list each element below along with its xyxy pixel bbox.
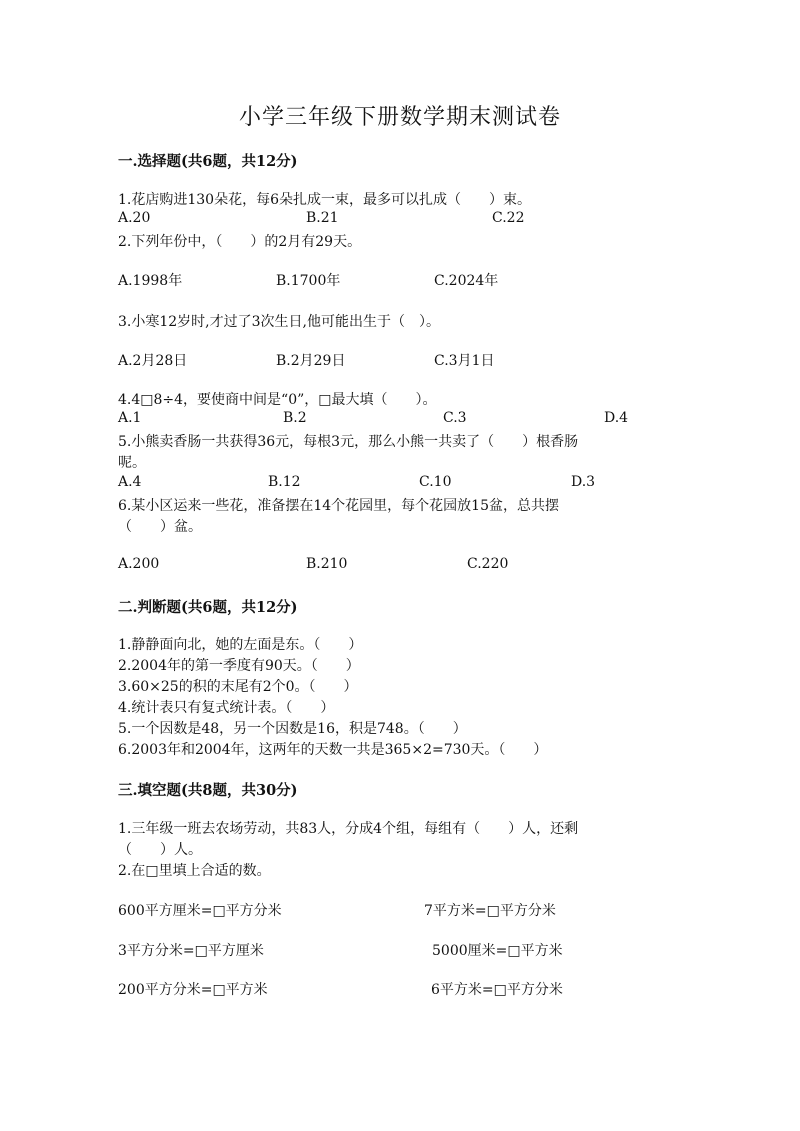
question-text: 4.4□8÷4，要使商中间是“0”，□最大填（ ）。 [118, 392, 437, 408]
conversion-item: 6平方米=□平方分米 [431, 982, 563, 998]
question-text: 2.2004年的第一季度有90天。（ ） [118, 658, 360, 674]
conversion-item: 7平方米=□平方分米 [424, 903, 556, 919]
question-text: 3.60×25的积的末尾有2个0。（ ） [118, 679, 358, 695]
option: D.4 [604, 410, 629, 426]
option: A.4 [118, 474, 142, 490]
conversion-item: 200平方分米=□平方米 [118, 982, 268, 998]
option: A.20 [118, 210, 151, 226]
section-heading-judgement: 二.判断题(共6题，共12分) [118, 599, 298, 616]
option: B.2 [283, 410, 307, 426]
question-text: 1.三年级一班去农场劳动，共83人，分成4个组，每组有（ ）人，还剩 [118, 821, 579, 837]
question-text: 3.小寒12岁时,才过了3次生日,他可能出生于（ ）。 [118, 314, 440, 330]
question-text-continued: 呢。 [118, 455, 146, 471]
option: B.1700年 [276, 273, 341, 289]
section-heading-fill-in: 三.填空题(共8题，共30分) [118, 782, 298, 799]
conversion-item: 5000厘米=□平方米 [432, 943, 563, 959]
option: B.21 [306, 210, 339, 226]
option: B.12 [268, 474, 301, 490]
question-text-continued: （ ）人。 [118, 842, 202, 858]
conversion-item: 3平方分米=□平方厘米 [118, 943, 264, 959]
question-text-continued: （ ）盆。 [118, 519, 202, 535]
question-text: 6.某小区运来一些花，准备摆在14个花园里，每个花园放15盆，总共摆 [118, 498, 559, 514]
question-text: 5.一个因数是48，另一个因数是16，积是748。（ ） [118, 721, 467, 737]
option: C.3 [443, 410, 467, 426]
question-text: 2.在□里填上合适的数。 [118, 863, 271, 879]
question-text: 1.花店购进130朵花，每6朵扎成一束，最多可以扎成（ ）束。 [118, 192, 531, 208]
option: D.3 [571, 474, 596, 490]
option: C.10 [419, 474, 452, 490]
question-text: 6.2003年和2004年，这两年的天数一共是365×2=730天。（ ） [118, 742, 548, 758]
option: A.2月28日 [118, 353, 188, 369]
question-text: 4.统计表只有复式统计表。（ ） [118, 700, 335, 716]
option: A.200 [118, 556, 160, 572]
option: A.1 [118, 410, 142, 426]
question-text: 2.下列年份中，（ ）的2月有29天。 [118, 234, 362, 250]
conversion-item: 600平方厘米=□平方分米 [118, 903, 282, 919]
question-text: 1.静静面向北，她的左面是东。（ ） [118, 637, 363, 653]
option: B.2月29日 [276, 353, 346, 369]
option: B.210 [306, 556, 348, 572]
option: C.220 [467, 556, 509, 572]
option: C.2024年 [434, 273, 499, 289]
option: C.22 [492, 210, 525, 226]
section-heading-choice: 一.选择题(共6题，共12分) [118, 153, 298, 170]
page-title: 小学三年级下册数学期末测试卷 [238, 105, 561, 130]
option: C.3月1日 [434, 353, 495, 369]
question-text: 5.小熊卖香肠一共获得36元，每根3元，那么小熊一共卖了（ ）根香肠 [118, 434, 579, 450]
option: A.1998年 [118, 273, 183, 289]
